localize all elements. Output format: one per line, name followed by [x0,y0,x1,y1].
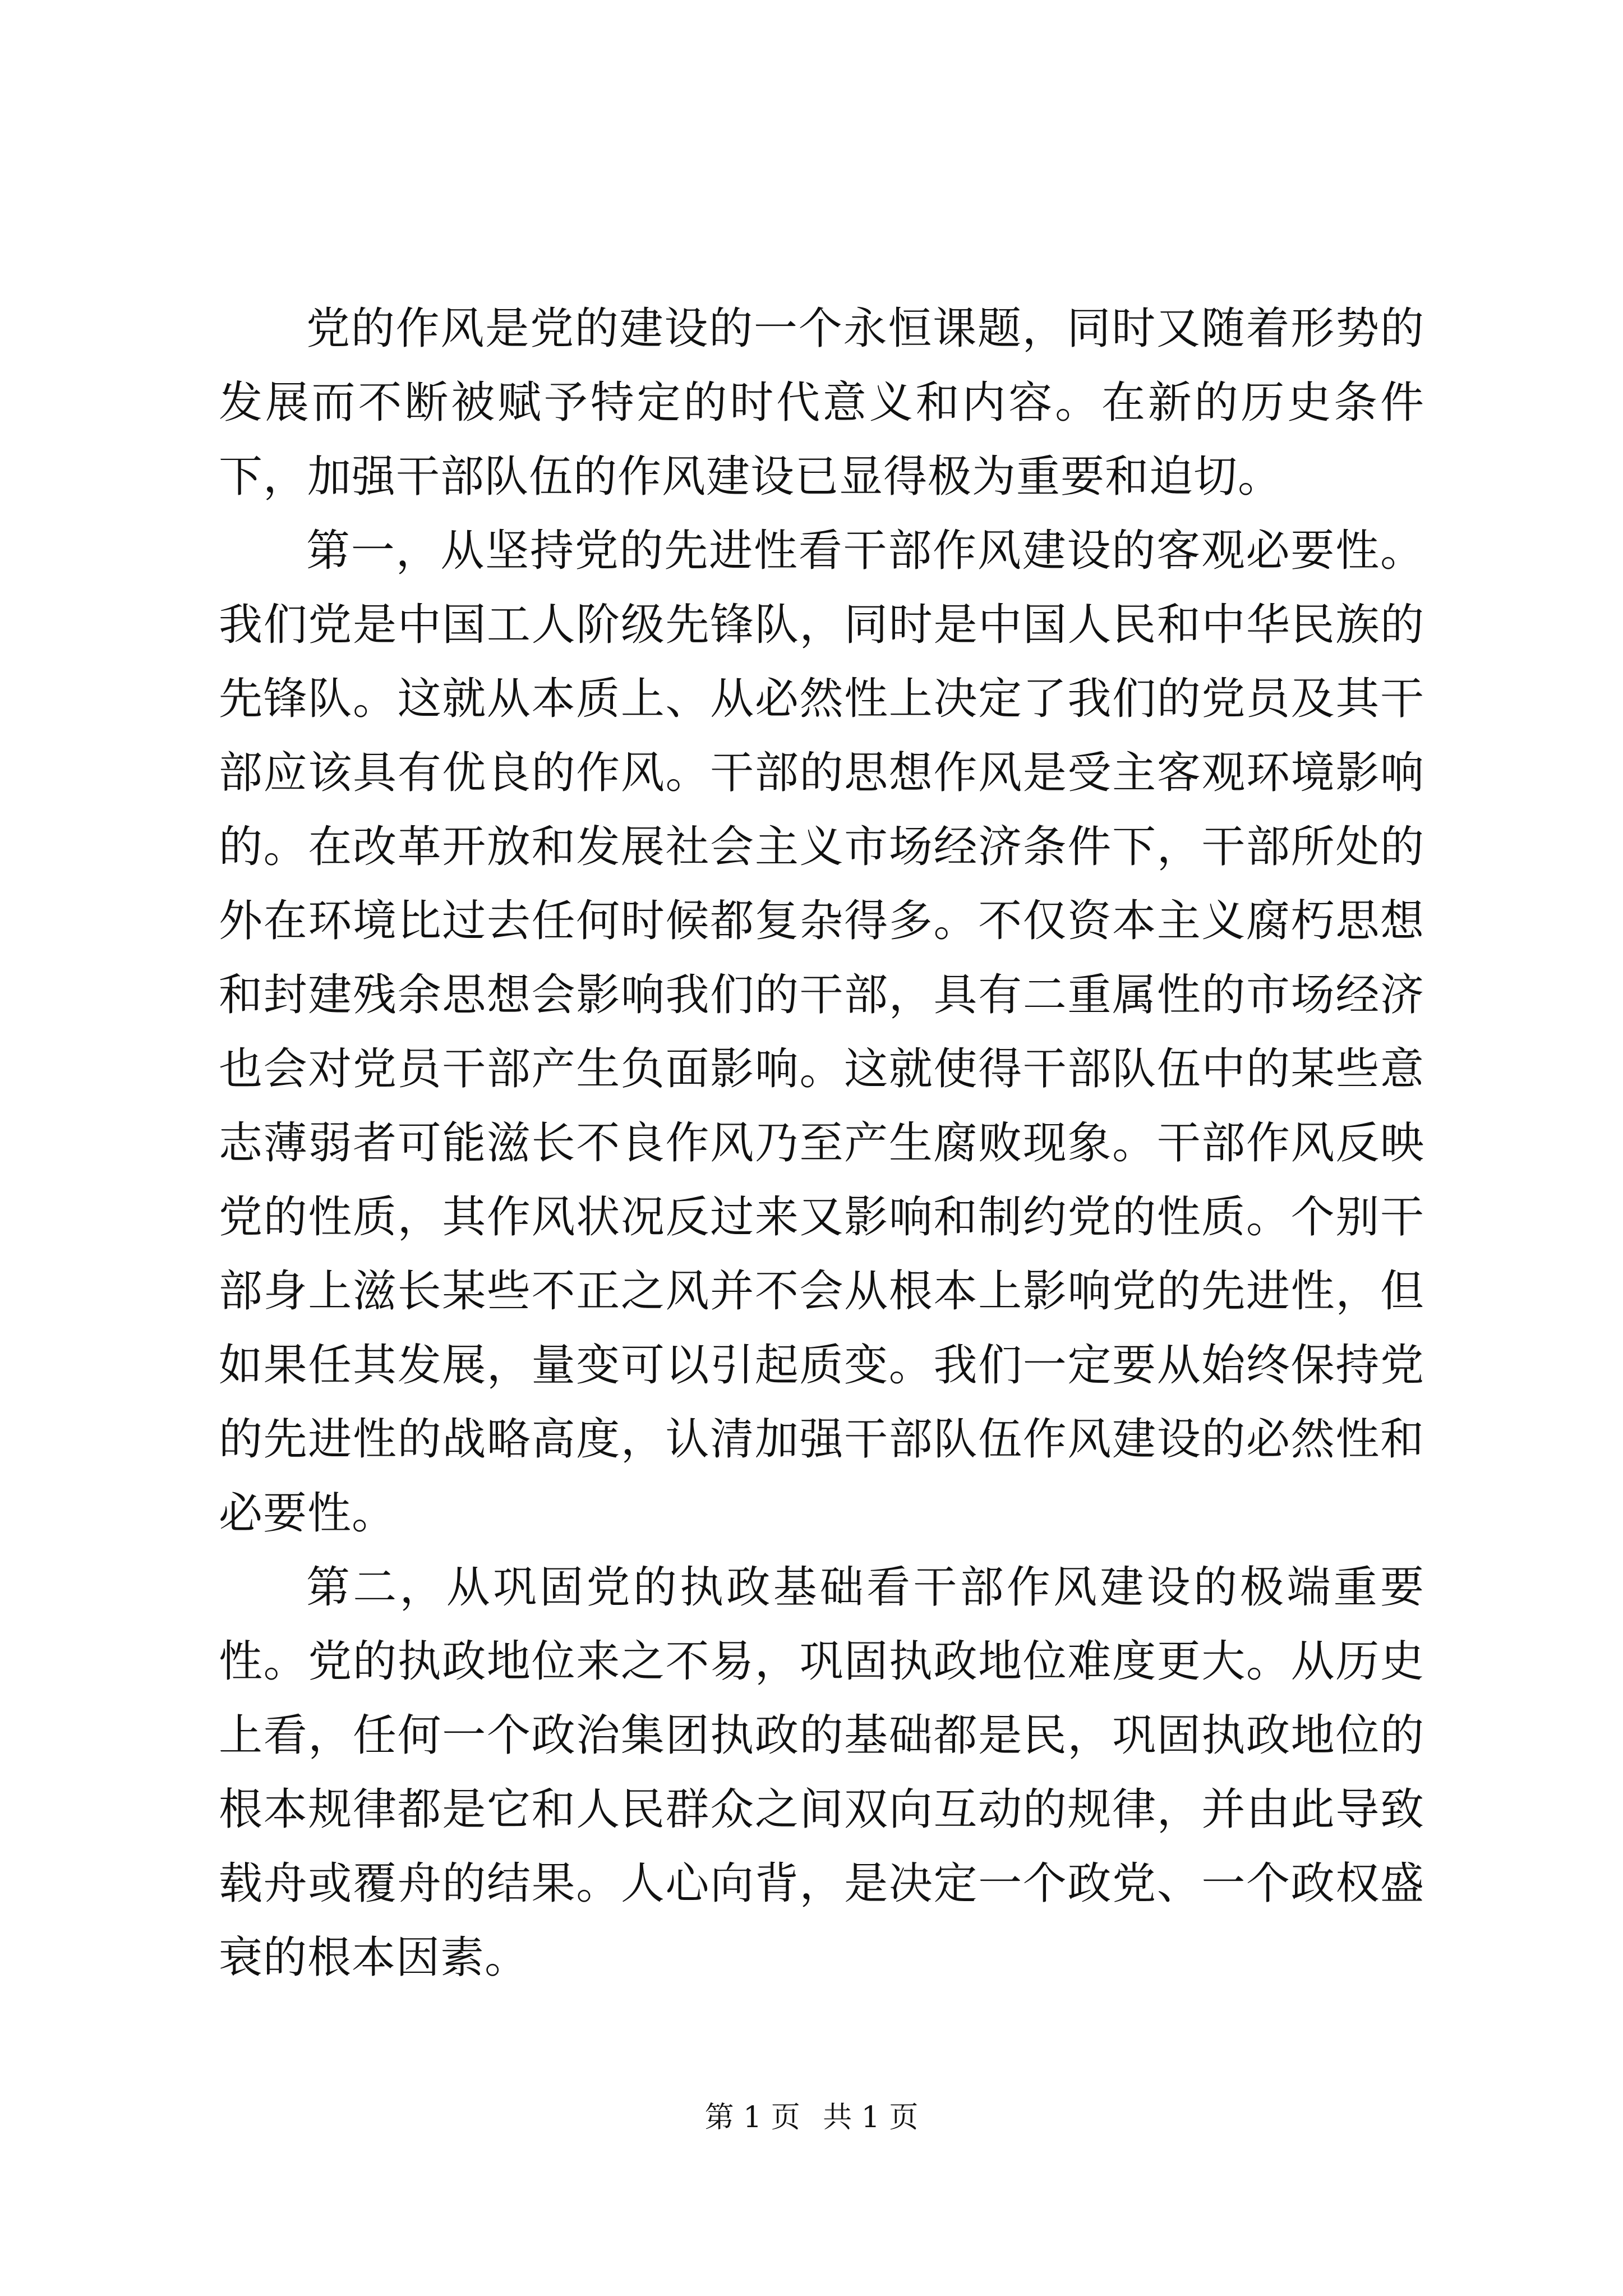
document-body [219,292,1424,1995]
page-total: 共 1 页 [823,2101,919,2134]
paragraph-second: 第二，从巩固党的执政基础看干部作风建设的极端重要性。党的执政地位来之不易，巩固执政地位难度更大。从历史上看，任何一个政治集团执政的基础都是民，巩固执政地位的根本规律都是它和人民群众之间双向互动的规律，并由此导致载舟或覆舟的结果。人心向背，是决定一个政党、一个政权盛衰的根本因素。 [219,1562,1424,1983]
page-footer [0,2098,1623,2137]
paragraph-first: 第一，从坚持党的先进性看干部作风建设的客观必要性。我们党是中国工人阶级先锋队，同时是中国人民和中华民族的先锋队。这就从本质上、从必然性上决定了我们的党员及其干部应该具有优良的作风。干部的思想作风是受主客观环境影响的。在改革开放和发展社会主义市场经济条件下，干部所处的外在环境比过去任何时候都复杂得多。不仅资本主义腐朽思想和封建残余思想会影响我们的干部，具有二重属性的市场经济也会对党员干部产生负面影响。这就使得干部队伍中的某些意志薄弱者可能滋长不良作风乃至产生腐败现象。干部作风反映党的性质，其作风状况反过来又影响和制约党的性质。个别干部身上滋长某些不正之风并不会从根本上影响党的先进性，但如果任其发展，量变可以引起质变。我们一定要从始终保持党的先进性的战略高度，认清加强干部队伍作风建设的必然性和必要性。 [219,526,1424,1539]
page-number: 第 1 页 [704,2101,800,2134]
paragraph-intro: 党的作风是党的建设的一个永恒课题，同时又随着形势的发展而不断被赋予特定的时代意义和内容。在新的历史条件下，加强干部队伍的作风建设已显得极为重要和迫切。 [219,303,1424,502]
